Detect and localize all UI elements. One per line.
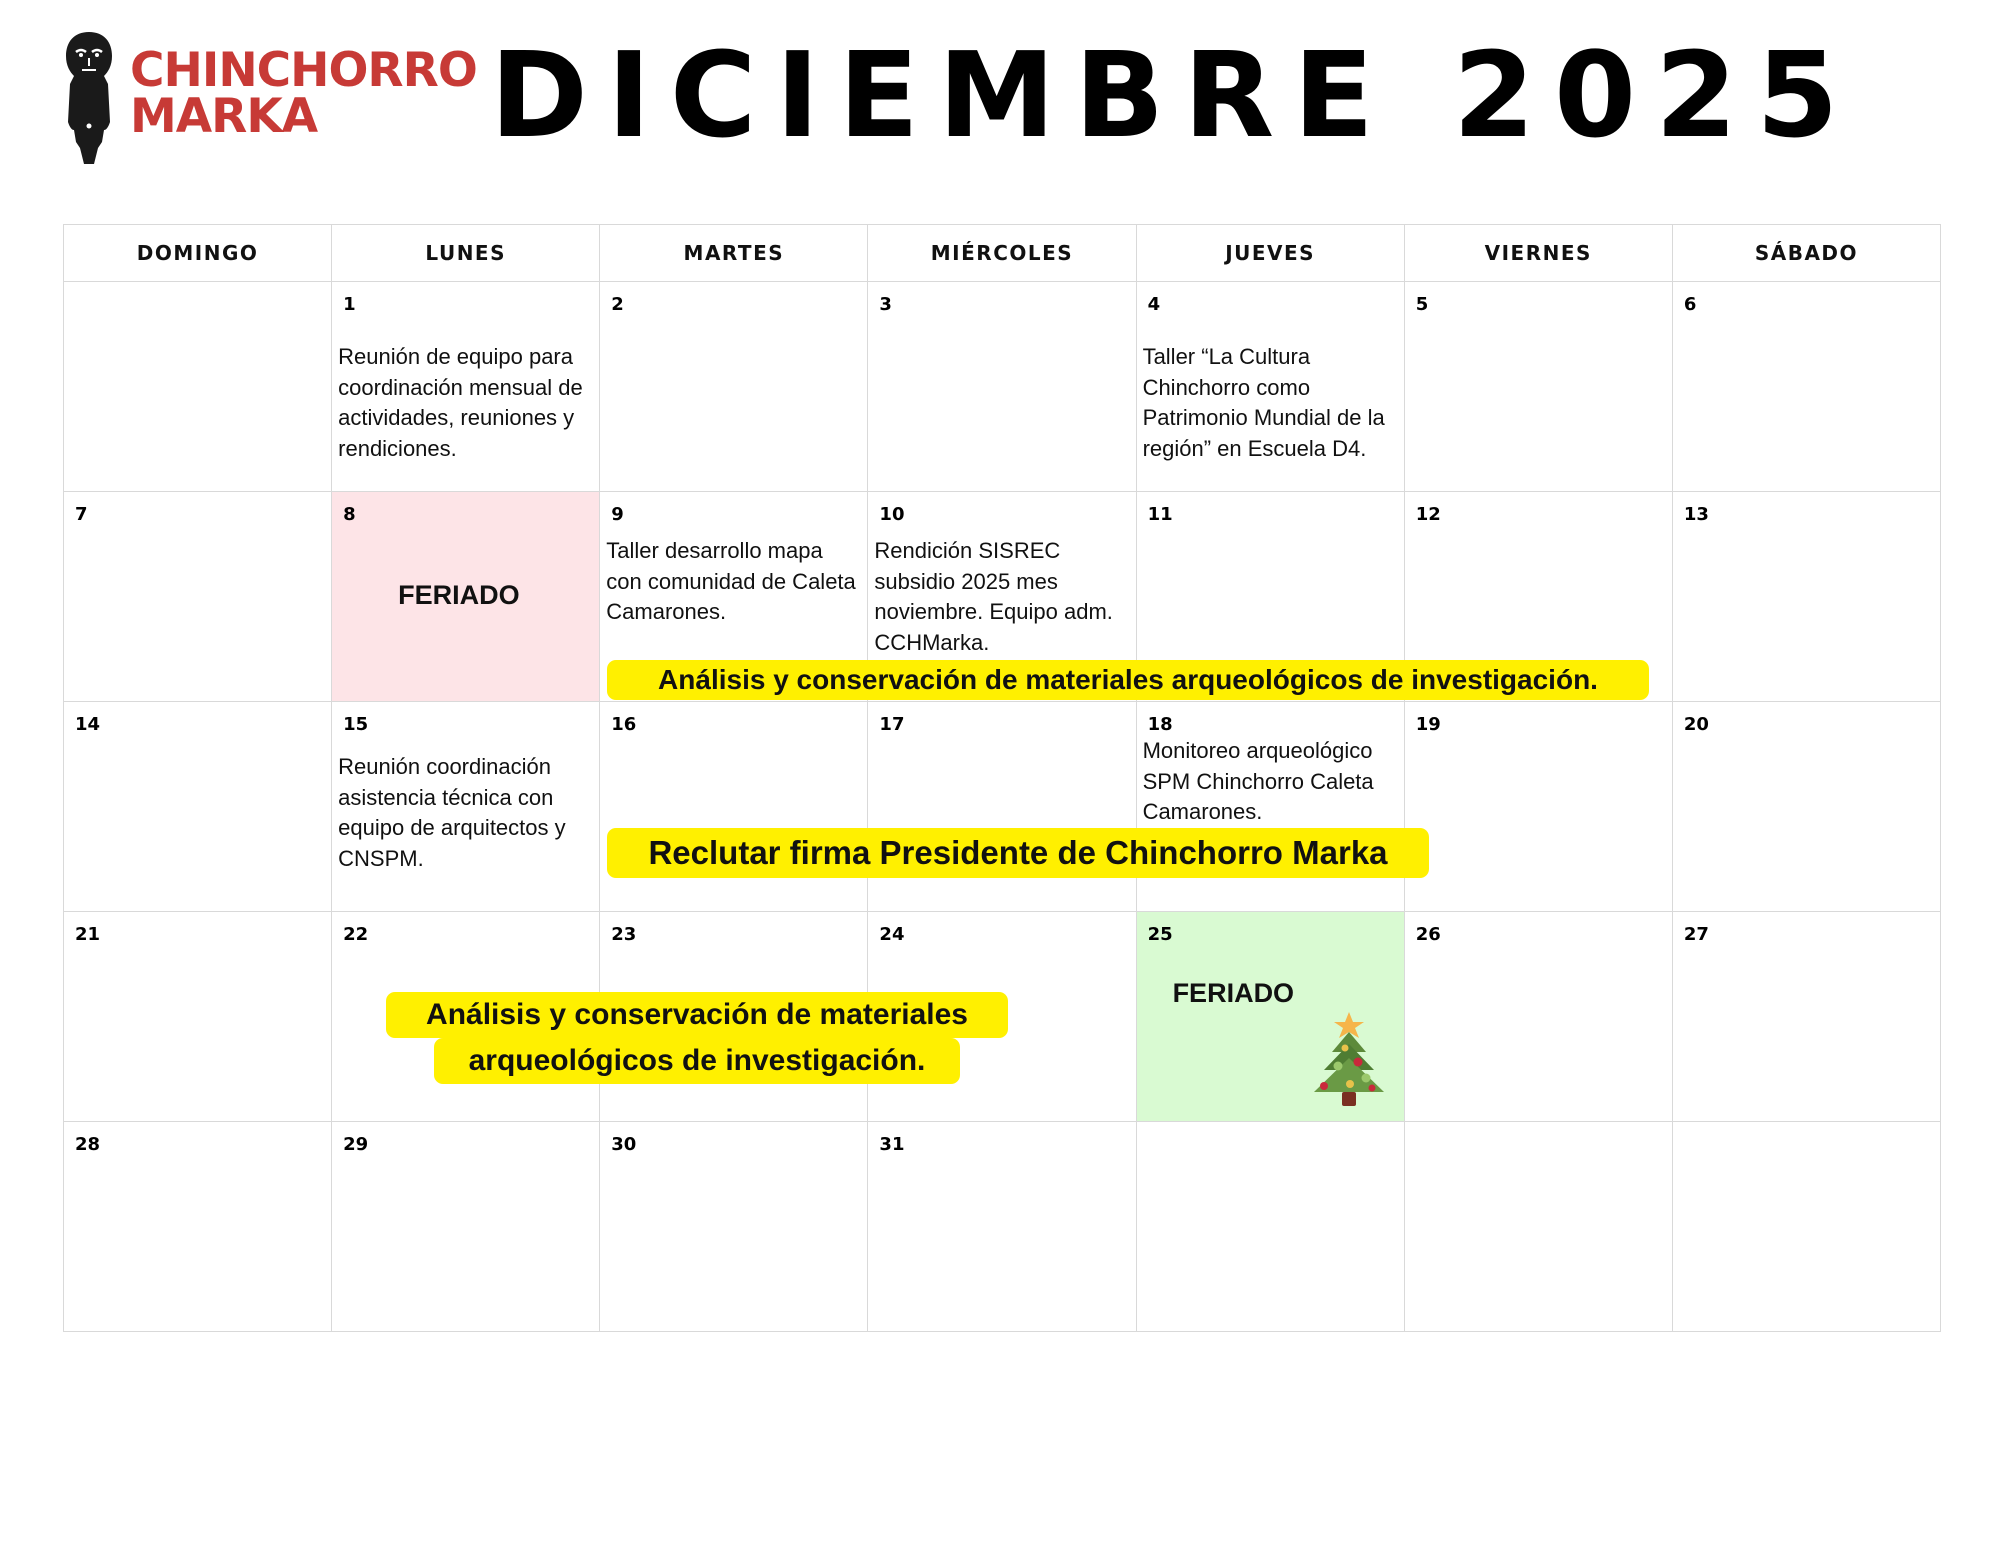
day-number: 6 <box>1683 294 1697 315</box>
day-number: 19 <box>1415 714 1441 735</box>
day-number: 2 <box>611 294 624 315</box>
page-title: DICIEMBRE 2025 <box>490 26 1858 164</box>
day-cell[interactable] <box>1672 282 1940 492</box>
day-cell[interactable] <box>600 282 868 492</box>
brand-line-1: CHINCHORRO <box>130 43 477 98</box>
day-number: 16 <box>611 714 637 735</box>
multi-day-event-band[interactable]: Análisis y conservación de materiales <box>386 992 1008 1038</box>
multi-day-event-band[interactable]: Reclutar firma Presidente de Chinchorro Marka <box>607 828 1429 878</box>
day-number: 8 <box>343 504 356 525</box>
day-cell[interactable] <box>64 912 332 1122</box>
day-cell[interactable] <box>64 492 332 702</box>
day-number: 27 <box>1683 924 1709 945</box>
week-row <box>64 1122 1941 1332</box>
day-number: 3 <box>879 294 892 315</box>
day-number: 15 <box>343 714 369 735</box>
day-cell[interactable] <box>868 702 1136 912</box>
day-number: 13 <box>1683 504 1709 525</box>
weekday-header: LUNES <box>332 225 600 282</box>
multi-day-event-band[interactable]: arqueológicos de investigación. <box>434 1038 960 1084</box>
day-number: 18 <box>1147 714 1173 735</box>
day-number: 7 <box>75 504 88 525</box>
day-cell[interactable] <box>1404 1122 1672 1332</box>
day-cell[interactable] <box>64 282 332 492</box>
week-row <box>64 702 1941 912</box>
weekday-header: MARTES <box>600 225 868 282</box>
holiday-label: FERIADO <box>1172 978 1295 1008</box>
day-number: 9 <box>611 504 624 525</box>
day-cell[interactable] <box>1136 1122 1404 1332</box>
calendar-grid <box>63 224 1941 1328</box>
day-number: 12 <box>1415 504 1441 525</box>
chinchorro-figure-icon <box>62 30 116 166</box>
day-number: 17 <box>879 714 905 735</box>
day-number: 5 <box>1415 294 1429 315</box>
day-number: 23 <box>611 924 637 945</box>
day-number: 10 <box>879 504 905 525</box>
day-number: 30 <box>611 1134 637 1155</box>
week-row <box>64 282 1941 492</box>
day-cell[interactable] <box>1672 702 1940 912</box>
day-number: 4 <box>1147 294 1161 315</box>
day-number: 31 <box>879 1134 905 1155</box>
day-cell[interactable] <box>332 282 600 492</box>
day-cell[interactable] <box>600 1122 868 1332</box>
day-cell[interactable] <box>1136 282 1404 492</box>
weekday-header: VIERNES <box>1404 225 1672 282</box>
day-cell[interactable] <box>868 282 1136 492</box>
weekday-header: JUEVES <box>1136 225 1404 282</box>
brand-logo <box>62 30 477 170</box>
holiday-label: FERIADO <box>398 580 520 610</box>
day-cell[interactable] <box>600 702 868 912</box>
weekday-header: DOMINGO <box>64 225 332 282</box>
day-number: 29 <box>343 1134 369 1155</box>
day-number: 26 <box>1415 924 1441 945</box>
event-text: Reunión de equipo para coordinación mensual de actividades, reuniones y rendiciones. <box>338 344 583 461</box>
brand-name <box>130 43 477 144</box>
day-number: 24 <box>879 924 905 945</box>
day-number: 14 <box>75 714 101 735</box>
brand-line-2: MARKA <box>130 89 318 144</box>
day-cell[interactable] <box>332 1122 600 1332</box>
event-text: Taller “La Cultura Chinchorro como Patrimonio Mundial de la región” en Escuela D4. <box>1142 344 1385 461</box>
multi-day-event-band[interactable]: Análisis y conservación de materiales arqueológicos de investigación. <box>607 660 1649 700</box>
day-cell[interactable] <box>1404 702 1672 912</box>
event-text: Rendición SISREC subsidio 2025 mes noviembre. Equipo adm. CCHMarka. <box>874 538 1113 655</box>
day-cell[interactable] <box>64 702 332 912</box>
day-cell[interactable] <box>1672 912 1940 1122</box>
day-number: 28 <box>75 1134 101 1155</box>
event-text: Taller desarrollo mapa con comunidad de Caleta Camarones. <box>606 538 856 624</box>
day-cell[interactable] <box>868 1122 1136 1332</box>
day-number: 1 <box>343 294 356 315</box>
day-cell[interactable] <box>1672 1122 1940 1332</box>
day-cell[interactable] <box>1672 492 1940 702</box>
day-number: 11 <box>1147 504 1173 525</box>
day-number: 25 <box>1147 924 1173 945</box>
day-cell[interactable] <box>64 1122 332 1332</box>
event-text: Monitoreo arqueológico SPM Chinchorro Caleta Camarones. <box>1142 738 1374 824</box>
day-number: 20 <box>1683 714 1709 735</box>
day-cell[interactable] <box>1404 912 1672 1122</box>
day-cell[interactable] <box>1136 702 1404 912</box>
day-cell[interactable] <box>332 702 600 912</box>
event-text: Reunión coordinación asistencia técnica con equipo de arquitectos y CNSPM. <box>338 754 566 871</box>
weekday-header: SÁBADO <box>1672 225 1940 282</box>
day-number: 22 <box>343 924 369 945</box>
weekday-header-row <box>64 225 1941 282</box>
weekday-header: MIÉRCOLES <box>868 225 1136 282</box>
day-number: 21 <box>75 924 101 945</box>
day-cell[interactable] <box>1404 282 1672 492</box>
christmas-tree-icon <box>1308 1008 1390 1112</box>
day-cell-holiday[interactable] <box>332 492 600 702</box>
